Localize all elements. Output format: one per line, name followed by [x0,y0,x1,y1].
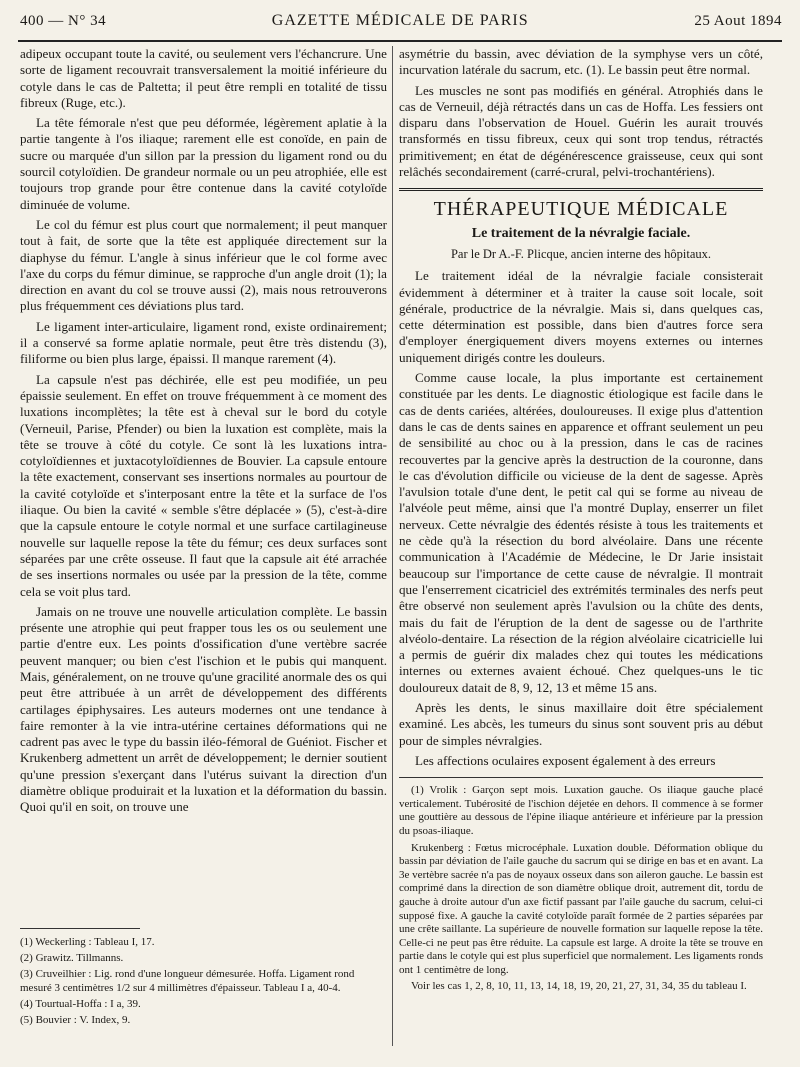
footnote-separator [20,928,140,929]
header-rule [18,40,782,42]
right-footnotes [399,777,763,994]
left-column [20,46,387,820]
article-byline: Par le Dr A.-F. Plicque, ancien interne des hôpitaux. [450,246,712,261]
paragraph: Le ligament inter-articulaire, ligament rond, existe ordinairement; il a conservé sa forme aplatie normale, peut être très distendu (3), filiforme ou bien plus large, épaissi. Il manque rarement (4). [20,318,387,367]
section-rule [399,188,763,191]
footnote: (4) Tourtual-Hoffa : I a, 39. [20,998,141,1010]
paragraph: Après les dents, le sinus maxillaire doit être spécialement examiné. Les abcès, les tumeurs du sinus sont souvent pris au début pour de simples névralgies. [399,699,763,748]
left-footnotes [20,928,387,1029]
footnote: (1) Vrolik : Garçon sept mois. Luxation gauche. Os iliaque gauche placé verticalement. Tubérosité de l'ischion déjetée en dehors. Il commence à se former une gouttière au dessous de l'épine iliaque antérieure et inférieure par la pression du psoas-iliaque. [399,784,763,837]
article-title: Le traitement de la névralgie faciale. [471,225,691,241]
footnote: (2) Grawitz. Tillmanns. [20,952,124,964]
paragraph: Comme cause locale, la plus importante est certainement constituée par les dents. Le diagnostic étiologique est facile dans le cas de dents cariées, altérées, douloureuses. Il exige plus d'attention dans le cas de dents saines en apparence et offrant seulement un peu de sensibilité au choc ou à la pression, dans le cas de racines recouvertes par la gencive après la destruction de la couronne, dans le cas d'évolution difficile ou vicieuse de la dent de sagesse. Après l'avulsion totale d'une dent, le petit cal qui se forme au niveau de l'alvéole peut même, ainsi que l'a montré Duplay, enserrer un filet nerveux. Cette névralgie des édentés résiste à tous les traitements et ne cède qu'à la résection du bord alvéolaire. Dans une récente communication à l'Académie de Médecine, le Dr Jarie insistait beaucoup sur l'importance de cette cause de névralgie. Il montrait que l'enserrement cicatriciel des extrémités terminales des nerfs peut être observé non seulement après l'avulsion ou la chûte des dents, mais du fait de l'éruption de la dent de sagesse ou de l'arthrite alvéolo-dentaire. La résection de la région alvéolaire cicatricielle lui a permis de guérir dix malades chez qui toutes les médications internes ou externes avaient échoué. Chez quelques-uns le tic douloureux datait de 8, 9, 12, 13 et même 15 ans. [399,370,763,695]
paragraph: Les affections oculaires exposent également à des erreurs [415,752,716,768]
footnote: (3) Cruveilhier : Lig. rond d'une longueur démesurée. Hoffa. Ligament rond mesuré 3 centimètres 1/2 sur 4 millimètres d'épaisseur. Tableau I a, 40-4. [20,968,355,994]
footnote: Voir les cas 1, 2, 8, 10, 11, 13, 14, 18, 19, 20, 21, 27, 31, 34, 35 du tableau I. [411,980,747,993]
journal-title: GAZETTE MÉDICALE DE PARIS [271,12,529,29]
paragraph: asymétrie du bassin, avec déviation de la symphyse vers un côté, incurvation latérale du sacrum, etc. (1). Le bassin peut être normal. [399,46,763,78]
section-title: THÉRAPEUTIQUE MÉDICALE [433,198,729,221]
footnote: (1) Weckerling : Tableau I, 17. [20,936,155,948]
footnote: (5) Bouvier : V. Index, 9. [20,1014,131,1026]
column-divider [392,46,393,1046]
right-column [399,46,763,997]
page-header [20,12,782,40]
issue-date: 25 Aout 1894 [694,13,782,29]
paragraph: La tête fémorale n'est que peu déformée, légèrement aplatie à la partie tangente à l'os iliaque; rarement elle est conoïde, en pain de sucre ou marquée d'un sillon par la pression du ligament rond ou du sourcil cotyloïdien. De grandeur normale ou un peu atrophiée, elle est toujours trop grande pour être contenue dans la cavité cotyloïde diminuée de volume. [20,115,387,212]
paragraph: Les muscles ne sont pas modifiés en général. Atrophiés dans le cas de Verneuil, déjà rétractés dans un cas de Hoffa. Les fessiers ont disparu dans l'observation de Houel. Guérin les aurait trouvés transformés en tissu fibreux, ceux qui sont trop tendus, rétractés primitivement; en état de dégénérescence graisseuse, ceux qui sont relâchés secondairement (carré-crural, pelvi-trochantériens). [399,82,763,180]
paragraph: Le col du fémur est plus court que normalement; il peut manquer tout à fait, de sorte que la tête est appliquée directement sur la diaphyse du fémur. L'angle à sinus inférieur que le col forme avec l'axe du corps du fémur diminue, se rapproche d'un angle droit (1); la direction en avant du col se trouve aussi (2), mais nous retrouverons plus fréquemment ces déviations plus tard. [20,216,387,314]
paragraph: Le traitement idéal de la névralgie faciale consisterait évidemment à déterminer et à traiter la cause soit locale, soit générale, productrice de la névralgie. Mais si, dans quelques cas, cette détermination est possible, dans bien d'autres force sera d'employer énergiquement divers moyens externes ou internes uniquement dirigés contre les douleurs. [399,268,763,365]
paragraph: La capsule n'est pas déchirée, elle est peu modifiée, un peu épaissie seulement. En effet on trouve fréquemment à ce moment des luxations incomplètes; la tête est à cheval sur le bord du cotyle (Verneuil, Parise, Pfender) ou bien la luxation est complète, mais la tête se trouve à côté du cotyle. Ce sont là les luxations intra-cotyloïdiennes et juxtacotyloïdiennes de Bouvier. La capsule entoure la tête exactement, conservant ses insertions normales au pourtour de la cavité cotyloïde et s'interposant entre la tête et la surface de l'os iliaque. Ou bien la cavité « semble s'être déplacée » (5), c'est-à-dire que la capsule entoure le cotyle normal et une surface cartilagineuse nouvelle sur laquelle repose la tête du fémur; ces deux surfaces sont séparées par une crête osseuse. Il faut que la capsule ait été arrachée de ses insertions normales ou usée par la pression de la tête, comme cela se voit plus tard. [20,371,387,599]
page-number: 400 — N° 34 [20,13,107,29]
paragraph: adipeux occupant toute la cavité, ou seulement vers l'échancrure. Une sorte de ligament recouvrait transversalement la moitié inférieure du cotyle dans le cas de Paltetta; il peut être rempli en totalité de tissu fibreux (Ruge, etc.). [20,46,387,110]
footnote-separator [399,777,763,778]
footnote: Krukenberg : Fœtus microcéphale. Luxation double. Déformation oblique du bassin par déviation de l'aile gauche du sacrum qui se dirige en bas et en avant. La 3e vertèbre sacrée n'a pas de noyaux osseux dans son aileron gauche. Le bassin est comprimé dans la direction de son diamètre oblique droit, autrement dit, tordu de gauche à droite autour d'un axe fictif passant par l'aile gauche du sacrum, celui-ci supposé fixe. A gauche la cavité cotyloïde paraît formée de 2 parties séparées par une crête saillante. La supérieure de nouvelle formation sur laquelle repose la tête. Celle-ci ne peut pas être réduite. La capsule est large. A droite la tête se trouve en partie dans le cotyle qui est plus superficiel que normalement. Les ligaments ronds ont 1 centimètre de long. [399,841,763,976]
paragraph: Jamais on ne trouve une nouvelle articulation complète. Le bassin présente une atrophie qui peut frapper tous les os ou seulement une partie d'entre eux. Les points d'ossification d'une vertèbre sacrée peuvent manquer; ou bien c'est l'ischion et le pubis qui manquent. Mais, généralement, on ne trouve qu'une gracilité anormale des os qui peut être attribuée à un arrêt de développement des différents cartilages épiphysaires. Les auteurs modernes ont une tendance à faire remonter à la vie intra-utérine certaines déformations qui ne cadrent pas avec le type du bassin iléo-fémoral de Guéniot. Fischer et Krukenberg admettent un arrêt de développement; le dernier soutient qu'une pression s'exerçant dans l'utérus suivant la direction d'un diamètre oblique produirait et la luxation et la déformation du bassin. Quoi qu'il en soit, on trouve une [20,603,387,815]
